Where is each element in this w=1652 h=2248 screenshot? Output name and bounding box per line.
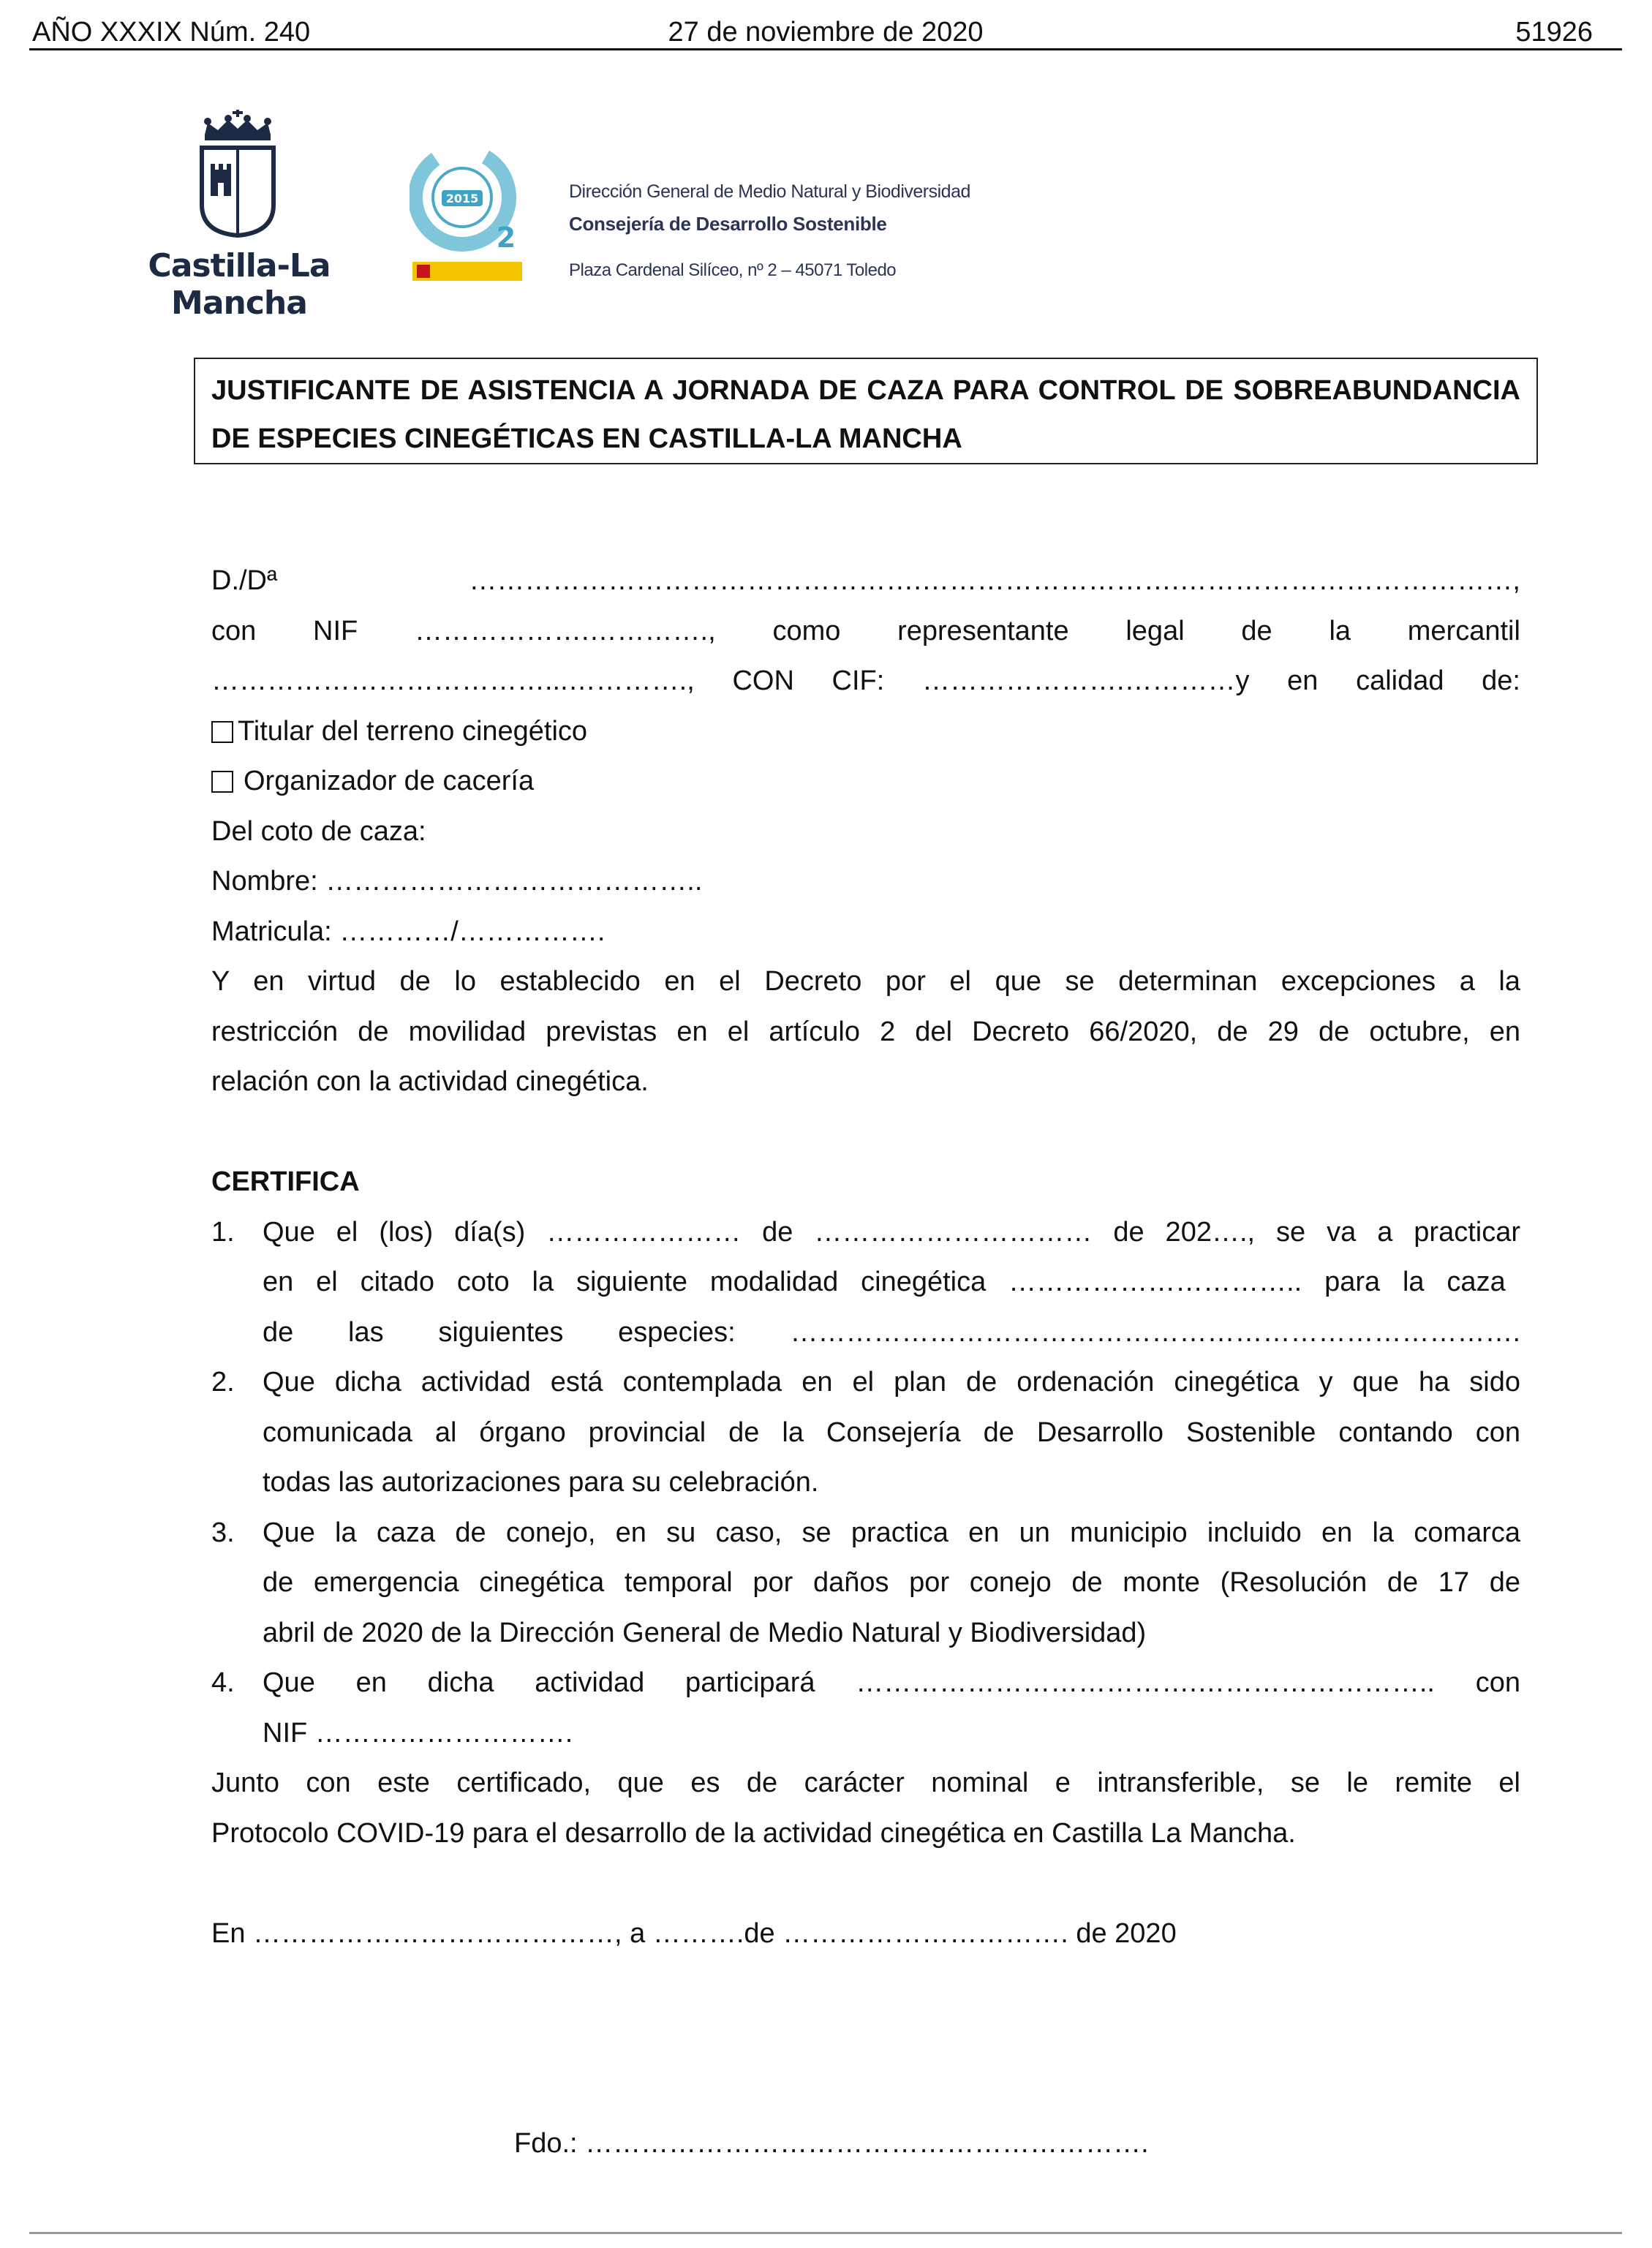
certifica-item-4 [211, 1658, 1520, 1758]
svg-text:2015: 2015 [445, 192, 479, 205]
nif-label: NIF [313, 615, 358, 646]
nif-word-mercantil: mercantil [1407, 615, 1520, 646]
nif-word-legal: legal [1125, 615, 1185, 646]
running-header [29, 9, 1622, 51]
option-titular[interactable] [211, 706, 1520, 757]
place-date-line[interactable]: En …………………………………, a ……….de …………………………. de 2020 [211, 1917, 1177, 1949]
nombre-field[interactable]: Nombre: ………………………………….. [211, 866, 703, 897]
declarant-line[interactable] [211, 556, 1520, 606]
decree-line-1: Y en virtud de lo establecido en el Decreto por el que se determinan excepciones a la [211, 966, 1520, 997]
certifica-item-3 [211, 1508, 1520, 1659]
region-name: Castilla-La Mancha [148, 247, 331, 322]
nif-word-la: la [1329, 615, 1351, 646]
cif-line[interactable]: ………………………………...…………., CON CIF: ………………….…………y en calidad de: [211, 665, 1520, 696]
document-title-box [194, 358, 1538, 464]
nif-word-con: con [211, 615, 257, 646]
titular-checkbox[interactable] [211, 721, 233, 743]
item-1-line-1[interactable]: Que el (los) día(s) ………………… de ………………………… de 202…., se va a practicar [263, 1216, 1520, 1248]
nif-word-como: como [772, 615, 841, 646]
declarant-label: D./Dª [211, 565, 278, 596]
decree-line-3: relación con la actividad cinegética. [211, 1066, 649, 1097]
item-2-line-3: todas las autorizaciones para su celebración. [263, 1467, 819, 1498]
issue-date: 27 de noviembre de 2020 [668, 17, 984, 48]
closing-line-1: Junto con este certificado, que es de carácter nominal e intransferible, se le remite el [211, 1768, 1520, 1798]
item-1-line-2[interactable]: en el citado coto la siguiente modalidad cinegética ………………………….. para la caza [263, 1267, 1506, 1297]
document-title: JUSTIFICANTE DE ASISTENCIA A JORNADA DE CAZA PARA CONTROL DE SOBREABUNDANCIA DE ESPECIES CINEGÉTICAS EN CASTILLA-LA MANCHA [211, 375, 1520, 454]
declarant-name-blank[interactable]: ………………………………………….……………………….………………………………, [469, 565, 1520, 596]
department-info [569, 181, 970, 281]
header-divider [29, 48, 1622, 50]
directorate-name: Dirección General de Medio Natural y Biodiversidad [569, 181, 970, 202]
option-organizador[interactable] [211, 756, 1520, 807]
page-number: 51926 [1515, 17, 1593, 48]
item-2-line-2: comunicada al órgano provincial de la Consejería de Desarrollo Sostenible contando con [263, 1417, 1520, 1448]
castilla-la-mancha-crest-icon [197, 110, 278, 238]
signature-line[interactable]: Fdo.: ……………………………………………………. [514, 2128, 1149, 2159]
item-4-line-2[interactable]: NIF ………………………. [263, 1717, 573, 1749]
organizador-label: Organizador de cacería [244, 766, 535, 796]
issue-number: AÑO XXXIX Núm. 240 [32, 17, 311, 48]
item-4-line-1[interactable]: Que en dicha actividad participará ……………………………….…………………….. con [263, 1667, 1520, 1698]
co2-calculo-icon [410, 139, 527, 285]
closing-line-2: Protocolo COVID-19 para el desarrollo de la actividad cinegética en Castilla La Mancha. [211, 1817, 1296, 1849]
item-number: 4. [211, 1667, 235, 1698]
item-number: 1. [211, 1216, 235, 1248]
certifica-heading: CERTIFICA [211, 1166, 360, 1197]
certifica-item-1 [211, 1207, 1520, 1358]
certifica-item-2 [211, 1357, 1520, 1508]
coto-label: Del coto de caza: [211, 815, 426, 847]
castilla-la-mancha-logo [89, 110, 389, 322]
ministry-name: Consejería de Desarrollo Sostenible [569, 213, 887, 235]
nif-line[interactable] [211, 606, 1520, 657]
item-3-line-1: Que la caza de conejo, en su caso, se practica en un municipio incluido en la comarca [263, 1517, 1520, 1548]
item-number: 2. [211, 1367, 235, 1398]
decree-line-2: restricción de movilidad previstas en el artículo 2 del Decreto 66/2020, de 29 de octubre, en [211, 1016, 1520, 1047]
nif-blank[interactable]: ……………….…………., [415, 615, 716, 646]
matricula-field[interactable]: Matricula: …………/……………. [211, 916, 606, 947]
svg-text:2: 2 [496, 222, 516, 254]
department-address: Plaza Cardenal Silíceo, nº 2 – 45071 Toledo [569, 260, 897, 280]
organizador-checkbox[interactable] [211, 771, 233, 793]
item-1-line-3[interactable]: de las siguientes especies: ……………………………………………………………………. [263, 1316, 1520, 1348]
footer-divider [29, 2232, 1622, 2234]
item-2-line-1: Que dicha actividad está contemplada en el plan de ordenación cinegética y que ha sido [263, 1367, 1520, 1398]
item-number: 3. [211, 1517, 235, 1548]
nif-word-representante: representante [897, 615, 1069, 646]
item-3-line-2: de emergencia cinegética temporal por daños por conejo de monte (Resolución de 17 de [263, 1567, 1520, 1598]
form-body [211, 556, 1520, 1958]
item-3-line-3: abril de 2020 de la Dirección General de Medio Natural y Biodiversidad) [263, 1617, 1147, 1648]
titular-label: Titular del terreno cinegético [238, 715, 588, 747]
nif-word-de: de [1241, 615, 1272, 646]
